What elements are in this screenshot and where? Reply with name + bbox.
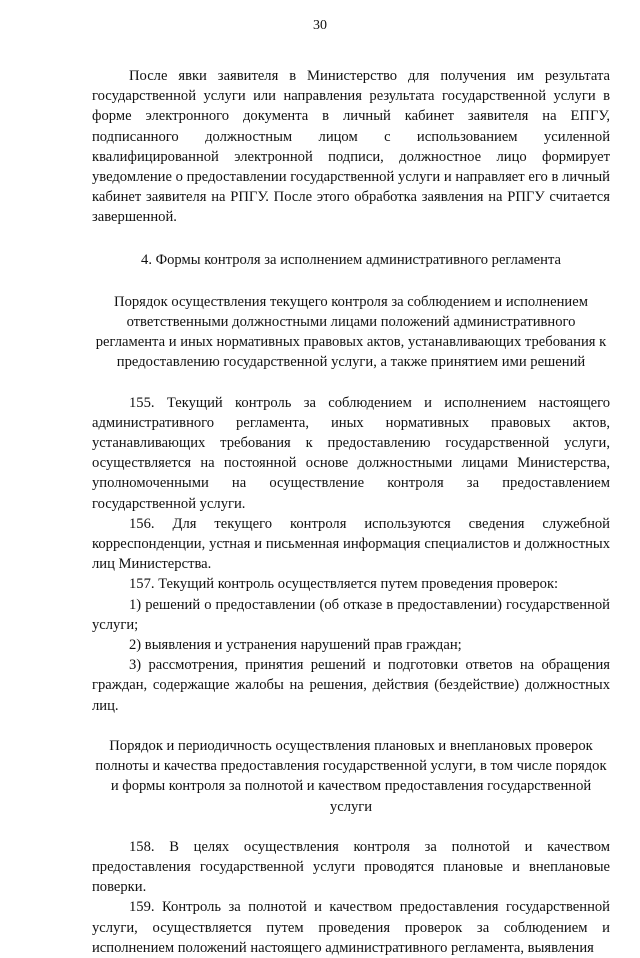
paragraph-156: 156. Для текущего контроля используются сведения служебной корреспонденции, устная и письменная информация специалистов и должностных лиц Министерства. [92, 515, 610, 573]
paragraph-155: 155. Текущий контроль за соблюдением и исполнением настоящего административного регламента, иных нормативных правовых актов, устанавливающих требования к предоставлению государственной услуги, осуществляется на постоянной основе должностными лицами Министерства, уполномоченными на осуществление контроля за предоставлением государственной услуги. [92, 394, 610, 512]
paragraph-158: 158. В целях осуществления контроля за полнотой и качеством предоставления государственной услуги проводятся плановые и внеплановые поверки. [92, 838, 610, 896]
document-body [92, 66, 610, 958]
subheading-planned-inspections: Порядок и периодичность осуществления плановых и внеплановых проверок полноты и качества предоставления государственной услуги, в том числе порядок и формы контроля за полнотой и качеством предоставления государственной услуги [95, 737, 607, 815]
paragraph-result-delivery: После явки заявителя в Министерство для получения им результата государственной услуги или направления результата государственной услуги в форме электронного документа в личный кабинет заявителя на ЕПГУ, подписанного должностным лицом с использованием усиленной квалифицированной электронной подписи, должностное лицо формирует уведомление о предоставлении государственной услуги и направляет его в личный кабинет заявителя на РПГУ. После этого обработка заявления на РПГУ считается завершенной. [92, 68, 610, 226]
subheading-current-control: Порядок осуществления текущего контроля за соблюдением и исполнением ответственными должностными лицами положений административного регламента и иных нормативных правовых актов, устанавливающих требования к предоставлению государственной услуги, а также принятием ими решений [95, 293, 607, 371]
paragraph-157: 157. Текущий контроль осуществляется путем проведения проверок: [129, 576, 559, 593]
page-number: 30 [313, 18, 327, 33]
list-item-violations: 2) выявления и устранения нарушений прав граждан; [129, 637, 462, 654]
list-item-decisions: 1) решений о предоставлении (об отказе в предоставлении) государственной услуги; [92, 596, 610, 633]
paragraph-159: 159. Контроль за полнотой и качеством предоставления государственной услуги, осуществляется путем проведения проверок за соблюдением и исполнением положений настоящего административного регламента, выявления [92, 899, 610, 956]
list-item-complaints: 3) рассмотрения, принятия решений и подготовки ответов на обращения граждан, содержащие жалобы на решения, действия (бездействие) должностных лиц. [92, 657, 610, 714]
section-heading: 4. Формы контроля за исполнением административного регламента [141, 251, 561, 268]
